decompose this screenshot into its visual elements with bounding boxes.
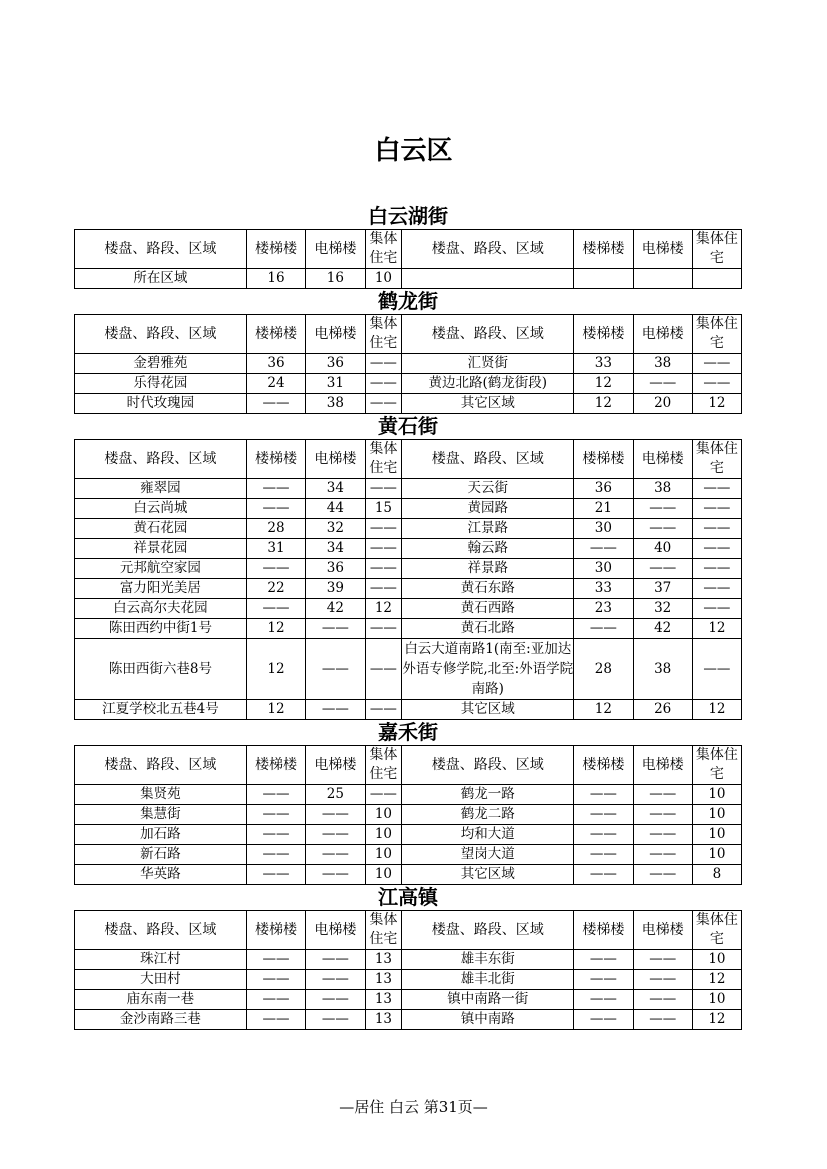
cell-stair-building: —— <box>246 559 305 579</box>
cell-stair-building: 21 <box>574 499 633 519</box>
cell-area-name: 祥景路 <box>402 559 574 579</box>
cell-area-name: 加石路 <box>75 825 247 845</box>
cell-collective-housing: 13 <box>365 1010 402 1030</box>
cell-stair-building: —— <box>246 845 305 865</box>
cell-area-name: 集慧街 <box>75 805 247 825</box>
cell-elevator-building: —— <box>633 825 692 845</box>
table-row <box>75 559 742 579</box>
cell-elevator-building: —— <box>633 950 692 970</box>
cell-elevator-building: —— <box>633 970 692 990</box>
cell-elevator-building: —— <box>306 805 365 825</box>
cell-elevator-building: 38 <box>633 479 692 499</box>
cell-elevator-building: 42 <box>306 599 365 619</box>
cell-collective-housing: —— <box>365 394 402 414</box>
cell-stair-building: 31 <box>246 539 305 559</box>
cell-stair-building: —— <box>574 619 633 639</box>
cell-stair-building: —— <box>574 970 633 990</box>
cell-area-name: 其它区域 <box>402 700 574 720</box>
cell-elevator-building: —— <box>633 559 692 579</box>
cell-collective-housing: 10 <box>692 805 741 825</box>
cell-collective-housing: 10 <box>365 845 402 865</box>
cell-collective-housing: 12 <box>692 970 741 990</box>
page-title: 白云区 <box>374 136 453 166</box>
cell-area-name: 黄石东路 <box>402 579 574 599</box>
table-row <box>75 394 742 414</box>
cell-stair-building: —— <box>574 785 633 805</box>
table-row <box>75 805 742 825</box>
cell-elevator-building: —— <box>633 990 692 1010</box>
table-header-row <box>75 746 742 785</box>
cell-collective-housing: —— <box>692 499 741 519</box>
cell-elevator-building: —— <box>306 1010 365 1030</box>
table-row <box>75 619 742 639</box>
cell-collective-housing: —— <box>692 479 741 499</box>
cell-collective-housing: 13 <box>365 950 402 970</box>
cell-elevator-building: 40 <box>633 539 692 559</box>
cell-collective-housing: —— <box>692 599 741 619</box>
cell-area-name <box>402 269 574 289</box>
cell-elevator-building: 34 <box>306 539 365 559</box>
table-header-row <box>75 230 742 269</box>
cell-collective-housing: —— <box>365 539 402 559</box>
cell-elevator-building: —— <box>633 845 692 865</box>
cell-elevator-building: —— <box>306 619 365 639</box>
cell-elevator-building: —— <box>633 865 692 885</box>
cell-stair-building: 12 <box>574 374 633 394</box>
cell-collective-housing: —— <box>365 354 402 374</box>
header-elevator-building: 电梯楼 <box>306 440 365 479</box>
cell-collective-housing: 10 <box>692 950 741 970</box>
cell-area-name: 富力阳光美居 <box>75 579 247 599</box>
cell-elevator-building: —— <box>306 970 365 990</box>
cell-collective-housing: —— <box>365 519 402 539</box>
header-area-name: 楼盘、路段、区域 <box>75 440 247 479</box>
header-stair-building: 楼梯楼 <box>246 911 305 950</box>
cell-area-name: 乐得花园 <box>75 374 247 394</box>
cell-stair-building: —— <box>574 950 633 970</box>
header-collective-housing: 集体住宅 <box>365 440 402 479</box>
table-row <box>75 639 742 700</box>
cell-stair-building: 22 <box>246 579 305 599</box>
cell-stair-building: 30 <box>574 559 633 579</box>
cell-stair-building: —— <box>574 990 633 1010</box>
cell-collective-housing: —— <box>692 539 741 559</box>
header-stair-building: 楼梯楼 <box>574 911 633 950</box>
table-header-row <box>75 315 742 354</box>
cell-area-name: 时代玫瑰园 <box>75 394 247 414</box>
cell-area-name: 鹤龙一路 <box>402 785 574 805</box>
cell-collective-housing: —— <box>692 579 741 599</box>
header-area-name: 楼盘、路段、区域 <box>402 746 574 785</box>
cell-area-name: 其它区域 <box>402 865 574 885</box>
cell-area-name: 元邦航空家园 <box>75 559 247 579</box>
table-row <box>75 785 742 805</box>
table-row <box>75 579 742 599</box>
cell-stair-building: 24 <box>246 374 305 394</box>
cell-area-name: 鹤龙二路 <box>402 805 574 825</box>
cell-elevator-building: 32 <box>633 599 692 619</box>
cell-collective-housing: 12 <box>692 700 741 720</box>
table-row <box>75 374 742 394</box>
cell-stair-building: 30 <box>574 519 633 539</box>
header-area-name: 楼盘、路段、区域 <box>75 911 247 950</box>
section-title: 鹤龙街 <box>378 289 438 313</box>
cell-stair-building: —— <box>246 785 305 805</box>
section-title: 白云湖街 <box>368 204 448 228</box>
rent-table <box>74 439 742 720</box>
cell-elevator-building: —— <box>633 785 692 805</box>
cell-area-name: 黄石北路 <box>402 619 574 639</box>
cell-elevator-building: —— <box>633 1010 692 1030</box>
cell-collective-housing: —— <box>365 374 402 394</box>
cell-elevator-building: 38 <box>306 394 365 414</box>
cell-area-name: 雍翠园 <box>75 479 247 499</box>
cell-collective-housing: —— <box>692 559 741 579</box>
header-elevator-building: 电梯楼 <box>306 746 365 785</box>
cell-elevator-building: 38 <box>633 639 692 700</box>
cell-collective-housing: 12 <box>692 619 741 639</box>
header-elevator-building: 电梯楼 <box>306 230 365 269</box>
cell-stair-building: —— <box>246 1010 305 1030</box>
table-row <box>75 354 742 374</box>
cell-elevator-building: 44 <box>306 499 365 519</box>
table-row <box>75 825 742 845</box>
cell-elevator-building: —— <box>633 499 692 519</box>
cell-area-name: 汇贤街 <box>402 354 574 374</box>
cell-area-name: 庙东南一巷 <box>75 990 247 1010</box>
header-collective-housing: 集体住宅 <box>692 230 741 269</box>
table-row <box>75 539 742 559</box>
cell-area-name: 白云高尔夫花园 <box>75 599 247 619</box>
table-row <box>75 865 742 885</box>
rent-table <box>74 745 742 885</box>
cell-collective-housing: 12 <box>692 394 741 414</box>
cell-collective-housing: —— <box>692 374 741 394</box>
cell-elevator-building: 26 <box>633 700 692 720</box>
header-elevator-building: 电梯楼 <box>633 440 692 479</box>
cell-stair-building: —— <box>574 539 633 559</box>
rent-table <box>74 910 742 1030</box>
cell-stair-building: —— <box>574 845 633 865</box>
cell-collective-housing: 10 <box>365 825 402 845</box>
cell-elevator-building: 36 <box>306 559 365 579</box>
section-title: 嘉禾街 <box>378 720 438 744</box>
header-area-name: 楼盘、路段、区域 <box>402 911 574 950</box>
table-row <box>75 970 742 990</box>
cell-elevator-building <box>633 269 692 289</box>
table-header-row <box>75 911 742 950</box>
cell-area-name: 雄丰东街 <box>402 950 574 970</box>
header-elevator-building: 电梯楼 <box>633 746 692 785</box>
cell-collective-housing: 15 <box>365 499 402 519</box>
header-stair-building: 楼梯楼 <box>574 230 633 269</box>
cell-elevator-building: 39 <box>306 579 365 599</box>
cell-stair-building: 23 <box>574 599 633 619</box>
cell-area-name: 均和大道 <box>402 825 574 845</box>
cell-stair-building: 33 <box>574 354 633 374</box>
header-elevator-building: 电梯楼 <box>306 911 365 950</box>
cell-elevator-building: 32 <box>306 519 365 539</box>
cell-collective-housing: 10 <box>365 269 402 289</box>
cell-collective-housing: —— <box>365 559 402 579</box>
cell-collective-housing <box>692 269 741 289</box>
cell-stair-building: 12 <box>246 639 305 700</box>
cell-stair-building: 36 <box>246 354 305 374</box>
cell-elevator-building: 38 <box>633 354 692 374</box>
cell-area-name: 望岗大道 <box>402 845 574 865</box>
table-row <box>75 519 742 539</box>
cell-elevator-building: —— <box>306 950 365 970</box>
cell-collective-housing: —— <box>365 479 402 499</box>
header-stair-building: 楼梯楼 <box>574 440 633 479</box>
header-area-name: 楼盘、路段、区域 <box>75 746 247 785</box>
cell-elevator-building: 25 <box>306 785 365 805</box>
cell-elevator-building: 31 <box>306 374 365 394</box>
cell-elevator-building: 37 <box>633 579 692 599</box>
cell-collective-housing: —— <box>365 579 402 599</box>
header-collective-housing: 集体住宅 <box>692 911 741 950</box>
cell-collective-housing: 10 <box>692 990 741 1010</box>
cell-stair-building: 12 <box>574 700 633 720</box>
cell-collective-housing: 10 <box>692 845 741 865</box>
sections-container <box>74 204 742 1030</box>
section-title: 江高镇 <box>378 885 438 909</box>
cell-stair-building: 16 <box>246 269 305 289</box>
cell-area-name: 陈田西街六巷8号 <box>75 639 247 700</box>
header-collective-housing: 集体住宅 <box>692 440 741 479</box>
cell-stair-building: 12 <box>574 394 633 414</box>
cell-area-name: 天云街 <box>402 479 574 499</box>
cell-elevator-building: 36 <box>306 354 365 374</box>
header-stair-building: 楼梯楼 <box>246 230 305 269</box>
cell-stair-building: 33 <box>574 579 633 599</box>
cell-stair-building: 12 <box>246 700 305 720</box>
cell-stair-building: 36 <box>574 479 633 499</box>
cell-collective-housing: 10 <box>692 785 741 805</box>
table-row <box>75 599 742 619</box>
cell-collective-housing: —— <box>365 700 402 720</box>
rent-table <box>74 314 742 414</box>
cell-area-name: 华英路 <box>75 865 247 885</box>
cell-stair-building: 28 <box>574 639 633 700</box>
cell-area-name: 镇中南路一街 <box>402 990 574 1010</box>
cell-area-name: 陈田西约中街1号 <box>75 619 247 639</box>
table-row <box>75 700 742 720</box>
cell-elevator-building: —— <box>306 700 365 720</box>
header-elevator-building: 电梯楼 <box>633 315 692 354</box>
cell-stair-building: —— <box>246 805 305 825</box>
cell-area-name: 镇中南路 <box>402 1010 574 1030</box>
cell-collective-housing: 12 <box>692 1010 741 1030</box>
cell-collective-housing: 8 <box>692 865 741 885</box>
cell-elevator-building: —— <box>633 519 692 539</box>
header-collective-housing: 集体住宅 <box>365 746 402 785</box>
table-row <box>75 499 742 519</box>
cell-stair-building: —— <box>246 599 305 619</box>
cell-collective-housing: —— <box>365 785 402 805</box>
cell-collective-housing: —— <box>692 354 741 374</box>
table-row <box>75 950 742 970</box>
cell-stair-building: —— <box>574 865 633 885</box>
cell-area-name: 金沙南路三巷 <box>75 1010 247 1030</box>
cell-area-name: 大田村 <box>75 970 247 990</box>
header-area-name: 楼盘、路段、区域 <box>402 230 574 269</box>
header-collective-housing: 集体住宅 <box>692 315 741 354</box>
cell-stair-building: —— <box>574 805 633 825</box>
table-header-row <box>75 440 742 479</box>
cell-stair-building: —— <box>574 825 633 845</box>
cell-collective-housing: 13 <box>365 970 402 990</box>
header-area-name: 楼盘、路段、区域 <box>75 315 247 354</box>
cell-stair-building: —— <box>246 499 305 519</box>
cell-collective-housing: —— <box>365 639 402 700</box>
cell-area-name: 集贤苑 <box>75 785 247 805</box>
cell-collective-housing: 10 <box>365 865 402 885</box>
header-collective-housing: 集体住宅 <box>365 230 402 269</box>
cell-collective-housing: 10 <box>365 805 402 825</box>
cell-stair-building: —— <box>574 1010 633 1030</box>
rent-table <box>74 229 742 289</box>
cell-stair-building: —— <box>246 825 305 845</box>
table-row <box>75 1010 742 1030</box>
cell-elevator-building: 16 <box>306 269 365 289</box>
cell-area-name: 白云大道南路1(南至:亚加达外语专修学院,北至:外语学院南路) <box>402 639 574 700</box>
section-title: 黄石街 <box>378 414 438 438</box>
header-stair-building: 楼梯楼 <box>246 315 305 354</box>
cell-area-name: 翰云路 <box>402 539 574 559</box>
table-row <box>75 479 742 499</box>
cell-area-name: 江夏学校北五巷4号 <box>75 700 247 720</box>
header-collective-housing: 集体住宅 <box>365 911 402 950</box>
cell-stair-building: —— <box>246 950 305 970</box>
cell-elevator-building: —— <box>306 845 365 865</box>
cell-stair-building <box>574 269 633 289</box>
cell-elevator-building: —— <box>306 639 365 700</box>
cell-stair-building: —— <box>246 990 305 1010</box>
cell-stair-building: —— <box>246 394 305 414</box>
cell-elevator-building: 20 <box>633 394 692 414</box>
header-area-name: 楼盘、路段、区域 <box>402 315 574 354</box>
cell-area-name: 珠江村 <box>75 950 247 970</box>
cell-stair-building: —— <box>246 970 305 990</box>
cell-elevator-building: —— <box>306 825 365 845</box>
cell-elevator-building: —— <box>306 990 365 1010</box>
cell-elevator-building: 42 <box>633 619 692 639</box>
cell-stair-building: 12 <box>246 619 305 639</box>
cell-area-name: 黄石西路 <box>402 599 574 619</box>
table-row <box>75 990 742 1010</box>
cell-elevator-building: —— <box>306 865 365 885</box>
cell-area-name: 祥景花园 <box>75 539 247 559</box>
cell-collective-housing: —— <box>365 619 402 639</box>
cell-collective-housing: 13 <box>365 990 402 1010</box>
cell-area-name: 金碧雅苑 <box>75 354 247 374</box>
cell-area-name: 新石路 <box>75 845 247 865</box>
cell-area-name: 所在区域 <box>75 269 247 289</box>
cell-elevator-building: —— <box>633 374 692 394</box>
header-area-name: 楼盘、路段、区域 <box>75 230 247 269</box>
header-collective-housing: 集体住宅 <box>692 746 741 785</box>
cell-collective-housing: 10 <box>692 825 741 845</box>
cell-area-name: 黄边北路(鹤龙街段) <box>402 374 574 394</box>
header-collective-housing: 集体住宅 <box>365 315 402 354</box>
cell-stair-building: —— <box>246 865 305 885</box>
page-footer: —居住 白云 第31页— <box>339 1098 488 1116</box>
header-area-name: 楼盘、路段、区域 <box>402 440 574 479</box>
cell-area-name: 黄园路 <box>402 499 574 519</box>
header-stair-building: 楼梯楼 <box>574 746 633 785</box>
header-stair-building: 楼梯楼 <box>246 746 305 785</box>
table-row <box>75 845 742 865</box>
cell-collective-housing: —— <box>692 639 741 700</box>
header-stair-building: 楼梯楼 <box>246 440 305 479</box>
header-elevator-building: 电梯楼 <box>633 230 692 269</box>
cell-area-name: 黄石花园 <box>75 519 247 539</box>
cell-area-name: 白云尚城 <box>75 499 247 519</box>
header-stair-building: 楼梯楼 <box>574 315 633 354</box>
cell-collective-housing: —— <box>692 519 741 539</box>
header-elevator-building: 电梯楼 <box>633 911 692 950</box>
table-row <box>75 269 742 289</box>
cell-collective-housing: 12 <box>365 599 402 619</box>
cell-stair-building: —— <box>246 479 305 499</box>
cell-stair-building: 28 <box>246 519 305 539</box>
cell-area-name: 其它区域 <box>402 394 574 414</box>
header-elevator-building: 电梯楼 <box>306 315 365 354</box>
cell-elevator-building: 34 <box>306 479 365 499</box>
cell-area-name: 江景路 <box>402 519 574 539</box>
cell-area-name: 雄丰北街 <box>402 970 574 990</box>
cell-elevator-building: —— <box>633 805 692 825</box>
